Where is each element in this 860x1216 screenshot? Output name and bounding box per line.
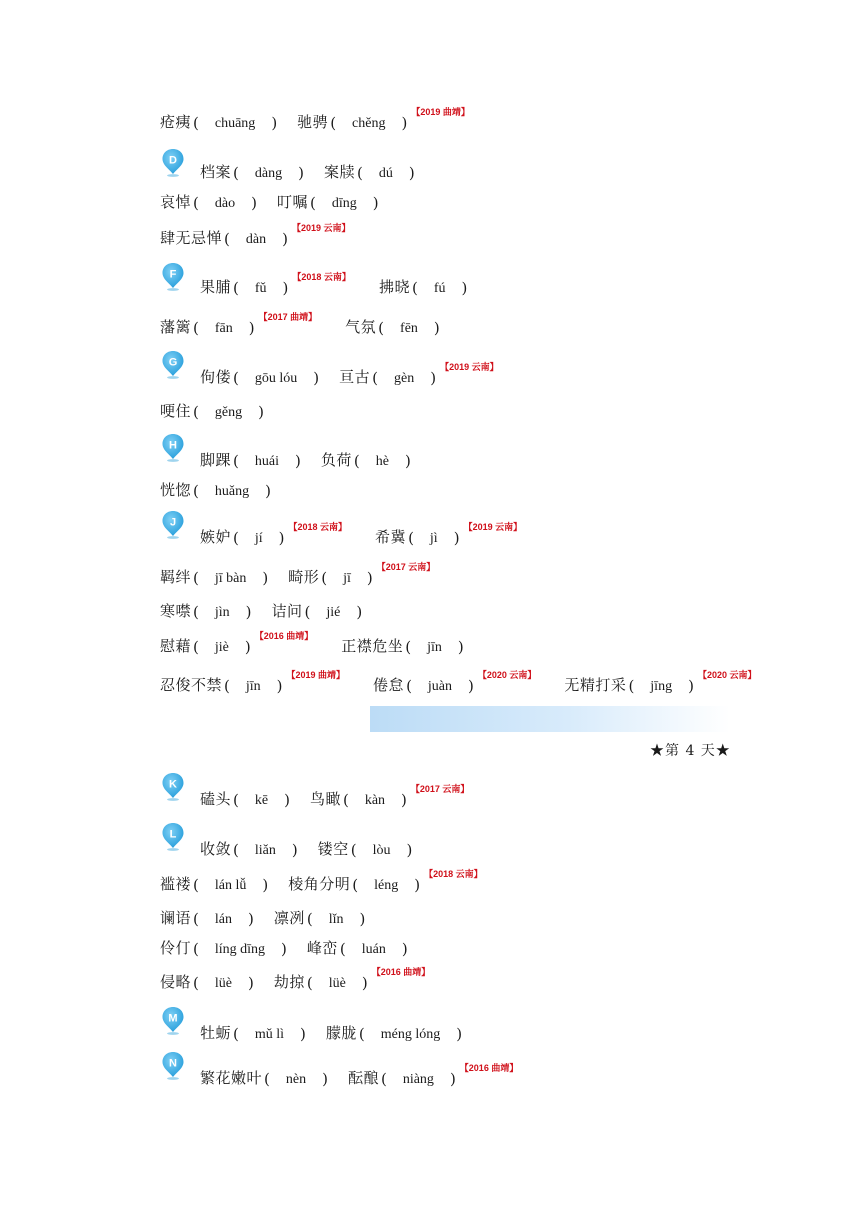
vocab-line: [200, 363, 527, 387]
vocab-word: 侵略: [160, 973, 192, 991]
pinyin: dīng: [331, 196, 357, 211]
pinyin: jí: [254, 531, 263, 546]
close-paren: ): [276, 677, 283, 695]
letter-marker-icon: [161, 510, 185, 540]
open-paren: (: [411, 279, 418, 297]
close-paren: ): [271, 114, 278, 132]
pinyin: dàng: [254, 166, 283, 181]
close-paren: ): [414, 876, 421, 894]
vocab-item: [160, 223, 360, 248]
open-paren: (: [224, 230, 230, 248]
close-paren: ): [406, 841, 413, 859]
vocab-word: 脚踝: [200, 451, 232, 469]
vocab-word: 希冀: [375, 528, 407, 546]
vocab-item: [324, 161, 417, 182]
marker-letter: K: [169, 778, 177, 791]
open-paren: (: [304, 603, 311, 621]
open-paren: (: [233, 164, 239, 182]
open-paren: (: [264, 1070, 270, 1088]
open-paren: (: [405, 638, 412, 656]
open-paren: (: [339, 940, 346, 958]
vocab-word: 倦怠: [373, 676, 405, 694]
open-paren: (: [193, 940, 199, 958]
close-paren: ): [258, 403, 264, 421]
marker-letter: D: [169, 154, 177, 167]
close-paren: ): [401, 114, 408, 132]
vocab-line: [200, 835, 432, 859]
pinyin: niàng: [402, 1072, 434, 1087]
vocab-item: [341, 635, 466, 656]
vocab-word: 正襟危坐: [341, 637, 404, 655]
vocab-word: 慰藉: [160, 637, 192, 655]
close-paren: ): [282, 230, 288, 248]
exam-source-tag: 【2019 云南】: [463, 522, 523, 532]
pinyin: lòu: [372, 843, 391, 858]
vocab-word: 气氛: [345, 318, 377, 336]
vocab-item: [345, 316, 442, 337]
pinyin: fǔ: [254, 281, 267, 296]
exam-source-tag: 【2020 云南】: [477, 670, 537, 680]
open-paren: (: [406, 677, 412, 695]
pinyin: chěng: [352, 116, 386, 131]
vocab-item: [200, 449, 303, 470]
vocab-word: 亘古: [339, 368, 371, 386]
exam-source-tag: 【2018 云南】: [292, 272, 351, 282]
marker-letter: M: [168, 1012, 178, 1025]
open-paren: (: [306, 910, 313, 928]
pinyin: jī: [343, 571, 351, 586]
vocab-word: 无精打采: [564, 676, 627, 694]
vocab-item: [564, 670, 766, 695]
pinyin: nèn: [285, 1072, 307, 1087]
vocab-word: 肆无忌惮: [160, 229, 223, 247]
close-paren: ): [456, 1025, 463, 1043]
vocab-item: [200, 1022, 308, 1043]
vocab-word: 峰峦: [306, 939, 338, 957]
exam-source-tag: 【2019 曲靖】: [286, 670, 346, 680]
letter-marker-icon: [161, 822, 185, 852]
close-paren: ): [372, 194, 379, 212]
open-paren: (: [193, 482, 199, 500]
close-paren: ): [404, 452, 411, 470]
marker-letter: L: [169, 828, 177, 841]
open-paren: (: [193, 319, 199, 337]
open-paren: (: [233, 1025, 239, 1043]
exam-source-tag: 【2016 曲靖】: [254, 631, 314, 641]
vocab-word: 负荷: [320, 451, 352, 469]
exam-source-tag: 【2018 云南】: [288, 522, 348, 532]
vocab-item: [160, 479, 273, 500]
close-paren: ): [453, 529, 460, 547]
open-paren: (: [372, 369, 378, 387]
open-paren: (: [233, 452, 239, 470]
open-paren: (: [353, 452, 360, 470]
close-paren: ): [251, 194, 257, 212]
close-paren: ): [300, 1025, 306, 1043]
vocab-word: 凛冽: [273, 909, 305, 927]
marker-letter: F: [169, 268, 177, 281]
marker-letter: J: [169, 516, 177, 529]
pinyin: jié: [326, 605, 341, 620]
vocab-line: [160, 563, 463, 587]
exam-source-tag: 【2016 曲靖】: [459, 1063, 519, 1073]
open-paren: (: [358, 1025, 365, 1043]
vocab-item: [288, 869, 492, 894]
open-paren: (: [378, 319, 385, 337]
vocab-word: 收敛: [200, 840, 232, 858]
close-paren: ): [408, 164, 415, 182]
vocab-item: [273, 967, 440, 992]
pinyin: liǎn: [254, 843, 276, 858]
vocab-item: [160, 566, 270, 587]
pinyin: léng: [374, 878, 399, 893]
close-paren: ): [247, 910, 254, 928]
close-paren: ): [298, 164, 304, 182]
vocab-word: 畸形: [288, 568, 320, 586]
pinyin: juàn: [427, 679, 453, 694]
vocab-item: [373, 670, 546, 695]
marker-letter: N: [169, 1057, 177, 1070]
open-paren: (: [352, 876, 359, 894]
vocab-item: [160, 971, 256, 992]
exam-source-tag: 【2017 云南】: [410, 784, 470, 794]
vocab-word: 佝偻: [200, 368, 232, 386]
open-paren: (: [233, 369, 239, 387]
vocab-word: 寒噤: [160, 602, 192, 620]
vocab-word: 伶仃: [160, 939, 192, 957]
letter-marker-icon: [161, 148, 185, 178]
close-paren: ): [245, 603, 252, 621]
vocab-item: [160, 873, 270, 894]
pinyin: fēn: [400, 321, 418, 336]
close-paren: ): [322, 1070, 328, 1088]
close-paren: ): [281, 940, 287, 958]
vocab-item: [347, 1063, 528, 1088]
pinyin: luán: [361, 942, 386, 957]
vocab-item: [272, 600, 365, 621]
pinyin: lán: [214, 912, 232, 927]
pinyin: lán lǚ: [214, 878, 247, 893]
open-paren: (: [306, 974, 313, 992]
marker-letter: G: [168, 356, 178, 369]
vocab-item: [307, 937, 410, 958]
vocab-word: 嫉妒: [200, 528, 232, 546]
vocab-item: [160, 400, 266, 421]
letter-marker-icon: [161, 433, 185, 463]
vocab-item: [160, 600, 254, 621]
letter-marker-icon: [161, 1051, 185, 1081]
close-paren: ): [688, 677, 694, 695]
pinyin: jiè: [214, 640, 229, 655]
pinyin: gěng: [214, 405, 243, 420]
vocab-item: [200, 1067, 330, 1088]
vocab-item: [318, 838, 415, 859]
pinyin: fú: [433, 281, 446, 296]
open-paren: (: [193, 403, 199, 421]
vocab-item: [379, 276, 469, 297]
vocab-line: [200, 158, 435, 182]
vocab-item: [297, 107, 480, 132]
vocab-line: [160, 597, 382, 621]
exam-source-tag: 【2019 曲靖】: [411, 107, 470, 117]
pinyin: kàn: [364, 793, 386, 808]
close-paren: ): [433, 319, 440, 337]
pinyin: lüè: [328, 976, 346, 991]
pinyin: líng dīng: [214, 942, 266, 957]
pinyin: fān: [214, 321, 233, 336]
vocab-word: 磕头: [200, 790, 232, 808]
vocab-item: [200, 272, 361, 297]
pinyin: dú: [378, 166, 393, 181]
open-paren: (: [193, 569, 199, 587]
vocab-item: [160, 907, 256, 928]
section-divider-band: [370, 706, 730, 732]
pinyin: huǎng: [214, 484, 250, 499]
vocab-word: 鸟瞰: [309, 790, 341, 808]
vocab-item: [160, 312, 327, 337]
vocab-item: [160, 631, 323, 656]
vocab-item: [326, 1022, 464, 1043]
vocab-word: 拂晓: [378, 278, 410, 296]
close-paren: ): [265, 482, 271, 500]
exam-source-tag: 【2017 曲靖】: [258, 312, 318, 322]
open-paren: (: [233, 791, 239, 809]
vocab-line: [160, 968, 458, 992]
pinyin: lǐn: [328, 912, 344, 927]
vocab-item: [200, 838, 300, 859]
vocab-line: [160, 224, 378, 248]
close-paren: ): [313, 369, 320, 387]
vocab-item: [160, 670, 355, 695]
exam-source-tag: 【2017 云南】: [376, 562, 436, 572]
vocab-item: [321, 449, 413, 470]
vocab-word: 繁花嫩叶: [200, 1069, 263, 1087]
vocab-line: [160, 671, 784, 695]
close-paren: ): [244, 638, 251, 656]
open-paren: (: [193, 194, 199, 212]
close-paren: ): [430, 369, 437, 387]
vocab-word: 疮痍: [160, 113, 192, 131]
close-paren: ): [284, 791, 290, 809]
vocab-word: 驰骋: [297, 113, 329, 131]
pinyin: jīn: [427, 640, 442, 655]
vocab-word: 哀悼: [160, 193, 192, 211]
vocab-word: 牡蛎: [200, 1024, 232, 1042]
close-paren: ): [278, 529, 285, 547]
vocab-word: 褴褛: [160, 875, 192, 893]
vocab-word: 诘问: [271, 602, 303, 620]
close-paren: ): [457, 638, 464, 656]
vocab-word: 案牍: [323, 163, 355, 181]
pinyin: jìn: [214, 605, 230, 620]
close-paren: ): [282, 279, 289, 297]
letter-marker-icon: [161, 262, 185, 292]
vocab-line: [160, 934, 428, 958]
close-paren: ): [401, 940, 408, 958]
open-paren: (: [233, 279, 239, 297]
vocab-line: [160, 476, 291, 500]
open-paren: (: [380, 1070, 387, 1088]
vocab-item: [200, 366, 321, 387]
vocab-word: 酝酿: [347, 1069, 379, 1087]
vocab-word: 羁绊: [160, 568, 192, 586]
vocab-line: [200, 273, 487, 297]
pinyin: kē: [254, 793, 269, 808]
open-paren: (: [193, 603, 199, 621]
exam-source-tag: 【2016 曲靖】: [371, 967, 431, 977]
vocab-line: [160, 397, 284, 421]
pinyin: jīn: [245, 679, 261, 694]
pinyin: dào: [214, 196, 236, 211]
letter-marker-icon: [161, 772, 185, 802]
vocab-line: [160, 904, 385, 928]
vocab-item: [288, 562, 445, 587]
open-paren: (: [321, 569, 328, 587]
close-paren: ): [359, 910, 366, 928]
open-paren: (: [193, 638, 199, 656]
open-paren: (: [193, 974, 199, 992]
close-paren: ): [356, 603, 363, 621]
vocab-line: [160, 313, 460, 337]
vocab-item: [309, 784, 479, 809]
close-paren: ): [262, 569, 269, 587]
open-paren: (: [342, 791, 349, 809]
close-paren: ): [248, 319, 255, 337]
pinyin: huái: [254, 454, 279, 469]
close-paren: ): [247, 974, 254, 992]
vocab-line: [160, 188, 399, 212]
open-paren: (: [193, 910, 199, 928]
marker-letter: H: [169, 439, 177, 452]
close-paren: ): [366, 569, 373, 587]
open-paren: (: [330, 114, 337, 132]
open-paren: (: [356, 164, 363, 182]
pinyin: mǔ lì: [254, 1027, 285, 1042]
vocab-word: 镂空: [317, 840, 349, 858]
pinyin: jì: [429, 531, 438, 546]
vocab-line: [200, 446, 431, 470]
open-paren: (: [224, 677, 230, 695]
open-paren: (: [193, 876, 199, 894]
close-paren: ): [262, 876, 269, 894]
pinyin: méng lóng: [380, 1027, 441, 1042]
vocab-item: [200, 522, 357, 547]
open-paren: (: [309, 194, 316, 212]
pinyin: lüè: [214, 976, 232, 991]
vocab-word: 忍俊不禁: [160, 676, 223, 694]
pinyin: hè: [375, 454, 389, 469]
vocab-line: [160, 870, 511, 894]
vocab-word: 果脯: [200, 278, 232, 296]
day-label: ★第 4 天★: [650, 743, 731, 759]
close-paren: ): [461, 279, 468, 297]
pinyin: chuāng: [214, 116, 256, 131]
vocab-line: [200, 523, 550, 547]
open-paren: (: [350, 841, 357, 859]
letter-marker-icon: [161, 1006, 185, 1036]
close-paren: ): [468, 677, 474, 695]
open-paren: (: [628, 677, 635, 695]
open-paren: (: [233, 529, 239, 547]
open-paren: (: [408, 529, 414, 547]
exam-source-tag: 【2019 云南】: [440, 362, 499, 372]
vocab-word: 哽住: [160, 402, 192, 420]
close-paren: ): [401, 791, 407, 809]
pinyin: dàn: [245, 232, 267, 247]
vocab-word: 谰语: [160, 909, 192, 927]
vocab-item: [160, 111, 279, 132]
vocab-line: [200, 1019, 482, 1043]
vocab-line: [200, 1064, 546, 1088]
vocab-word: 朦胧: [325, 1024, 357, 1042]
exam-source-tag: 【2019 云南】: [291, 223, 351, 233]
vocab-item: [200, 788, 292, 809]
exam-source-tag: 【2020 云南】: [697, 670, 757, 680]
pinyin: gōu lóu: [254, 371, 298, 386]
vocab-item: [339, 362, 508, 387]
exam-source-tag: 【2018 云南】: [424, 869, 483, 879]
close-paren: ): [361, 974, 368, 992]
vocab-item: [160, 191, 259, 212]
vocab-item: [277, 191, 381, 212]
close-paren: ): [294, 452, 301, 470]
vocab-word: 恍惚: [160, 481, 192, 499]
open-paren: (: [193, 114, 199, 132]
vocab-word: 叮嘱: [276, 193, 308, 211]
vocab-item: [375, 522, 532, 547]
vocab-word: 档案: [200, 163, 232, 181]
letter-marker-icon: [161, 350, 185, 380]
pinyin: jī bàn: [214, 571, 247, 586]
pinyin: jīng: [650, 679, 673, 694]
vocab-line: [200, 785, 497, 809]
vocab-item: [200, 161, 306, 182]
vocab-item: [274, 907, 368, 928]
vocab-word: 棱角分明: [288, 875, 351, 893]
vocab-word: 藩篱: [160, 318, 192, 336]
vocab-word: 劫掠: [273, 973, 305, 991]
pinyin: gèn: [394, 371, 415, 386]
vocab-line: [160, 108, 498, 132]
vocab-line: [160, 632, 484, 656]
close-paren: ): [449, 1070, 456, 1088]
close-paren: ): [291, 841, 298, 859]
open-paren: (: [233, 841, 239, 859]
vocab-item: [160, 937, 289, 958]
